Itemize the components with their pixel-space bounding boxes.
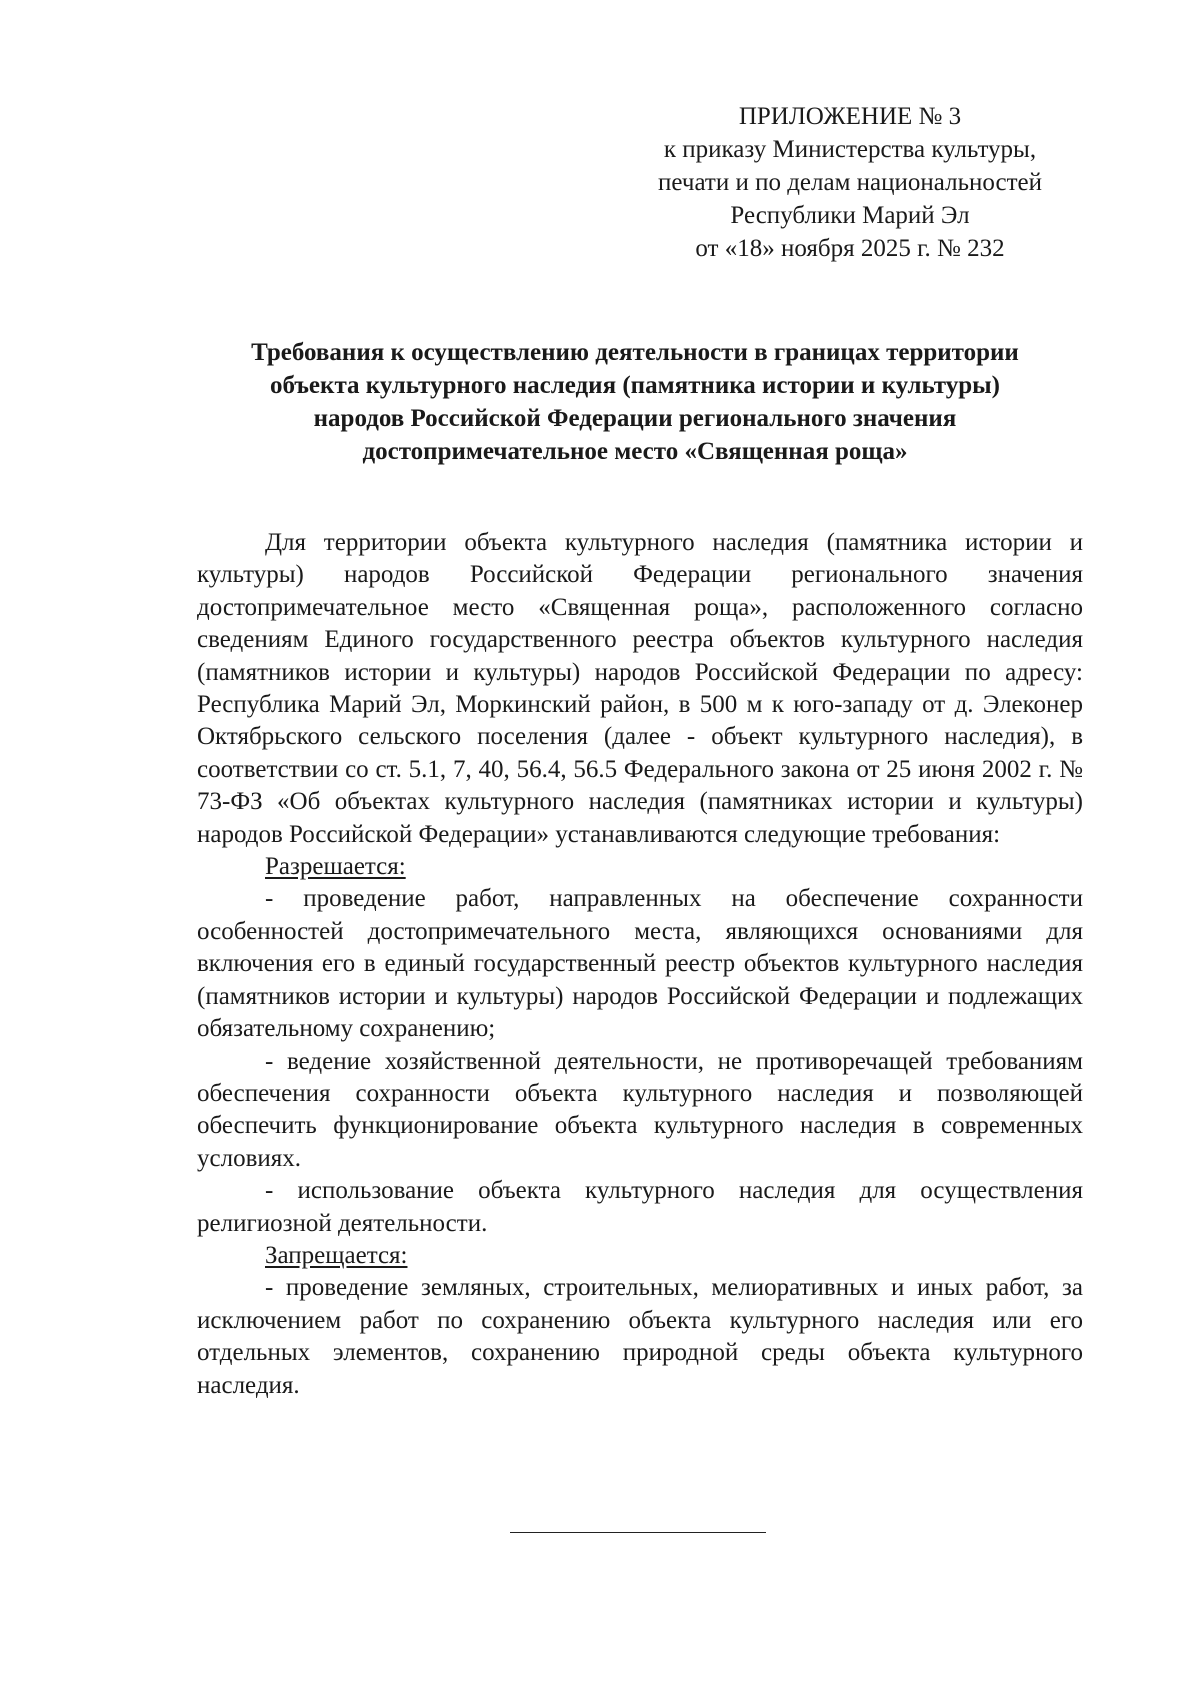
intro-paragraph: Для территории объекта культурного наследия (памятника истории и культуры) народов Российской Федерации регионального значения достопримечательное место «Священная роща», расположенного согласно сведениям Единого государственного реестра объектов культурного наследия (памятников истории и культуры) народов Российской Федерации по адресу: Республика Марий Эл, Моркинский район, в 500 м к юго-западу от д. Элеконер Октябрьского сельского поселения (далее - объект культурного наследия), в соответствии со ст. 5.1, 7, 40, 56.4, 56.5 Федерального закона от 25 июня 2002 г. № 73-ФЗ «Об объектах культурного наследия (памятниках истории и культуры) народов Российской Федерации» устанавливаются следующие требования:	[197, 529, 1083, 848]
allowed-item: - использование объекта культурного наследия для осуществления религиозной деятельности.	[197, 1177, 1083, 1237]
allowed-heading: Разрешается:	[265, 853, 406, 881]
appendix-republic: Республики Марий Эл	[730, 202, 970, 229]
title-line: Требования к осуществлению деятельности в границах территории	[251, 339, 1019, 366]
allowed-item: - ведение хозяйственной деятельности, не противоречащей требованиям обеспечения сохранности объекта культурного наследия и позволяющей обеспечить функционирование объекта культурного наследия в современных условиях.	[197, 1047, 1083, 1172]
appendix-ministry: печати и по делам национальностей	[658, 169, 1042, 196]
title-line: объекта культурного наследия (памятника истории и культуры)	[269, 372, 1000, 399]
title-line: народов Российской Федерации регионального значения	[313, 405, 957, 432]
closing-rule	[510, 1532, 766, 1533]
appendix-header	[600, 100, 1100, 265]
document-title	[180, 336, 1090, 468]
forbidden-heading-paragraph	[197, 1240, 1083, 1272]
allowed-heading-paragraph	[197, 851, 1083, 883]
forbidden-item: - проведение земляных, строительных, мелиоративных и иных работ, за исключением работ по сохранению объекта культурного наследия или его отдельных элементов, сохранению природной среды объекта культурного наследия.	[197, 1274, 1083, 1399]
document-body	[197, 527, 1083, 1402]
appendix-order-ref: к приказу Министерства культуры,	[663, 136, 1037, 163]
allowed-item: - проведение работ, направленных на обеспечение сохранности особенностей достопримечательного места, являющихся основаниями для включения его в единый государственный реестр объектов культурного наследия (памятников истории и культуры) народов Российской Федерации и подлежащих обязательному сохранению;	[197, 885, 1083, 1043]
forbidden-heading: Запрещается:	[265, 1241, 408, 1269]
appendix-number: ПРИЛОЖЕНИЕ № 3	[738, 103, 962, 130]
title-line: достопримечательное место «Священная роща»	[362, 438, 908, 465]
appendix-date-number: от «18» ноября 2025 г. № 232	[695, 235, 1005, 262]
